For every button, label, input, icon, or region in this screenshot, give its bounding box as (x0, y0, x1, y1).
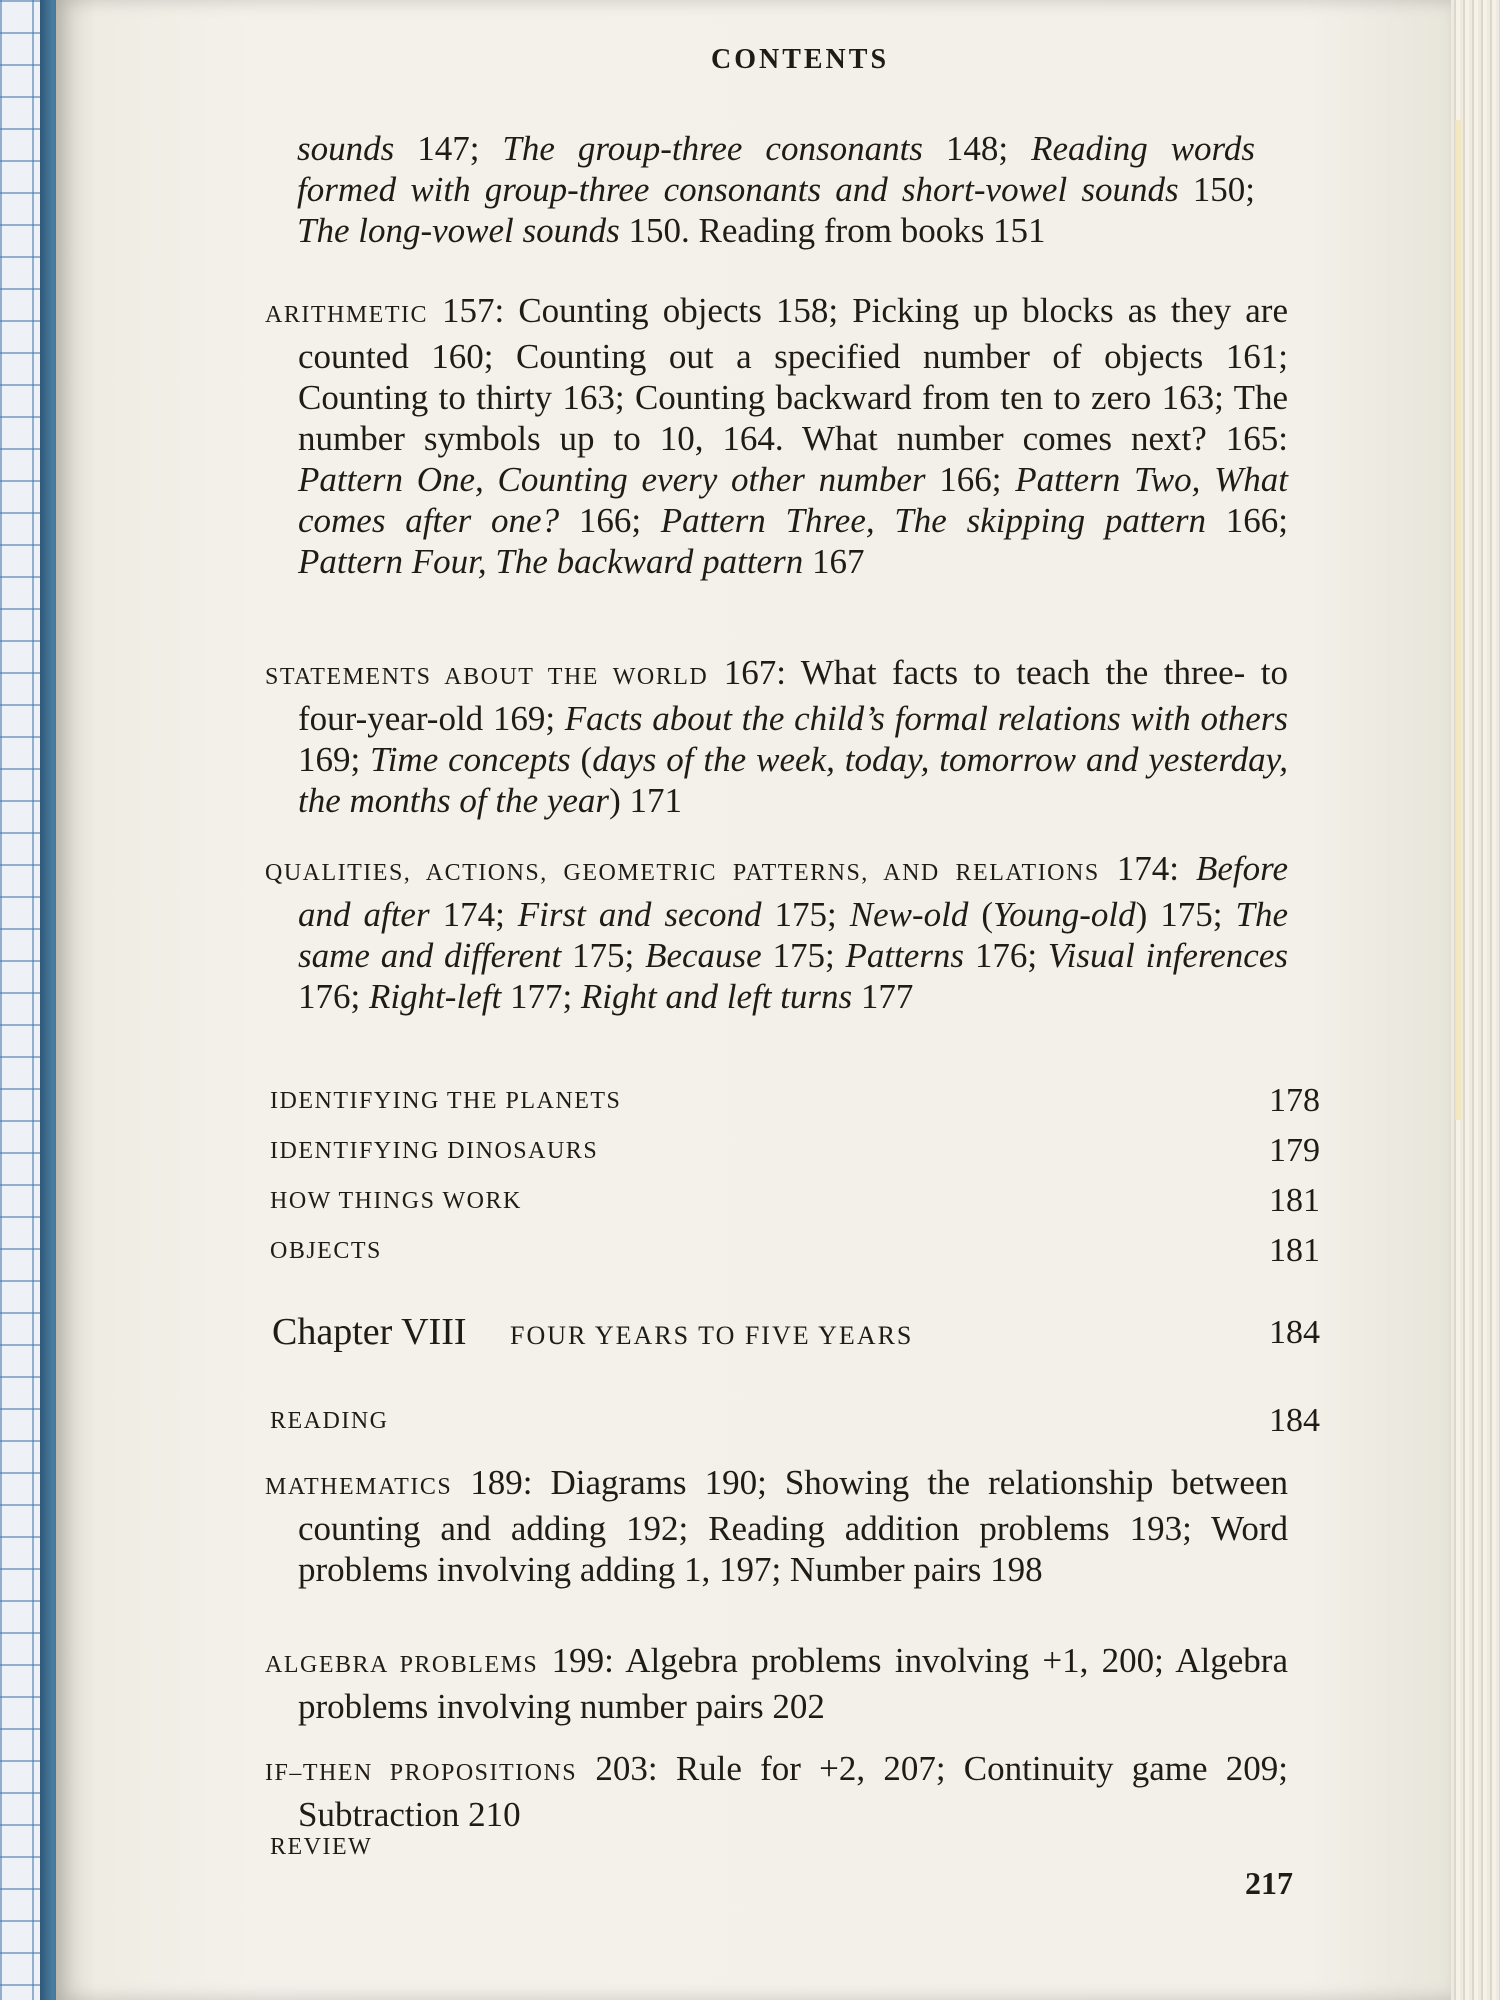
toc-row-reading (270, 1402, 1320, 1442)
toc-text: 189: Diagrams 190; Showing the relationship between counting and adding 192; Reading addition problems 193; Word problems involving adding 1, 197; Number pairs 198 (298, 1463, 1288, 1589)
toc-section-label: STATEMENTS ABOUT THE WORLD (265, 664, 709, 690)
toc-row-how-things-work (270, 1182, 1320, 1222)
chapter-heading (272, 1310, 1320, 1360)
toc-row-page: 184 (1269, 1402, 1320, 1439)
chapter-page: 184 (1269, 1314, 1320, 1351)
toc-italic-text: Patterns (845, 936, 965, 975)
toc-entry-mathematics (265, 1462, 1288, 1590)
toc-section-label: ARITHMETIC (265, 302, 428, 328)
page-stack-edges (1451, 0, 1500, 2000)
toc-row-page: 178 (1269, 1082, 1320, 1119)
toc-text: ( (570, 740, 593, 779)
toc-text: 174; (429, 895, 518, 934)
toc-text: 147; (394, 129, 503, 168)
toc-row-review (270, 1828, 1320, 1868)
toc-italic-text: The long-vowel sounds (297, 211, 620, 250)
toc-row-page: 181 (1269, 1232, 1320, 1269)
toc-section-label: ALGEBRA PROBLEMS (265, 1652, 539, 1678)
toc-text: ( (968, 895, 993, 934)
toc-italic-text: Visual inferences (1047, 936, 1288, 975)
toc-text: 169; (298, 740, 371, 779)
toc-text: 150. Reading from books 151 (619, 211, 1046, 250)
toc-text: 167: What facts to teach the three- to four-year-old 169; (298, 653, 1289, 738)
toc-text: 177; (501, 977, 581, 1016)
toc-row-page: 181 (1269, 1182, 1320, 1219)
toc-text: 157: Counting objects 158; Picking up blocks as they are counted 160; Counting out a specified number of objects 161; Counting to thirty 163; Counting backward from ten to zero 163; The number symbols up to 10, 164. What number comes next? 165: (298, 291, 1288, 458)
toc-text: 148; (922, 129, 1032, 168)
page-header: CONTENTS (710, 44, 890, 75)
toc-text: 176; (298, 977, 369, 1016)
toc-text: 175; (761, 895, 850, 934)
toc-row-dinosaurs (270, 1132, 1320, 1172)
chapter-title: FOUR YEARS TO FIVE YEARS (510, 1321, 914, 1350)
toc-italic-text: Pattern Two, What comes after one? (298, 460, 1289, 540)
toc-italic-text: Right-left (368, 977, 502, 1016)
toc-italic-text: Reading words formed with group-three consonants and short-vowel sounds (297, 129, 1255, 209)
toc-entry-algebra (265, 1640, 1288, 1727)
chapter-label: Chapter VIII (272, 1311, 467, 1353)
toc-italic-text: Facts about the child’s formal relations with others (564, 699, 1288, 738)
page-number: 217 (1245, 1865, 1293, 1901)
toc-text: 175; (761, 936, 846, 975)
toc-row-page: 179 (1269, 1132, 1320, 1169)
toc-entry-if-then (265, 1748, 1288, 1835)
toc-row-label: HOW THINGS WORK (270, 1188, 522, 1214)
toc-italic-text: The same and different (298, 895, 1288, 975)
toc-row-label: OBJECTS (270, 1238, 382, 1264)
toc-italic-text: sounds (297, 129, 395, 168)
toc-text: 199: Algebra problems involving +1, 200; Algebra problems involving number pairs 202 (298, 1641, 1288, 1726)
toc-text: 174: (1099, 849, 1196, 888)
toc-text: 177 (852, 977, 914, 1016)
toc-text: 166; (925, 460, 1016, 499)
toc-entry-qualities (265, 848, 1288, 1017)
toc-row-label: REVIEW (270, 1834, 373, 1860)
toc-section-label: IF–THEN PROPOSITIONS (265, 1760, 578, 1786)
toc-text: 150; (1178, 170, 1255, 209)
toc-entry-continuation (297, 128, 1255, 251)
toc-text: 167 (803, 542, 865, 581)
toc-italic-text: Because (645, 936, 762, 975)
toc-text: ) 171 (609, 781, 682, 820)
toc-entry-statements (265, 652, 1288, 821)
toc-row-label: READING (270, 1408, 389, 1434)
toc-entry-arithmetic (265, 290, 1288, 582)
toc-text: 166; (559, 501, 661, 540)
toc-italic-text: Pattern Four, The backward pattern (298, 542, 804, 581)
toc-text: 203: Rule for +2, 207; Continuity game 209; Subtraction 210 (298, 1749, 1288, 1834)
toc-italic-text: Pattern One, Counting every other number (298, 460, 926, 499)
toc-text: 166; (1206, 501, 1288, 540)
toc-row-objects (270, 1232, 1320, 1272)
toc-row-label: IDENTIFYING THE PLANETS (270, 1088, 622, 1114)
toc-text: ) 175; (1135, 895, 1236, 934)
toc-italic-text: days of the week, today, tomorrow and yesterday, the months of the year (298, 740, 1289, 820)
toc-italic-text: Right and left turns (580, 977, 853, 1016)
toc-italic-text: The group-three consonants (502, 129, 923, 168)
toc-italic-text: New-old (849, 895, 969, 934)
toc-italic-text: First and second (517, 895, 762, 934)
toc-text: 176; (964, 936, 1048, 975)
toc-italic-text: Time concepts (370, 740, 571, 779)
toc-italic-text: Before and after (298, 849, 1288, 934)
toc-row-label: IDENTIFYING DINOSAURS (270, 1138, 599, 1164)
toc-section-label: MATHEMATICS (265, 1474, 453, 1500)
graph-paper-background (0, 0, 40, 2000)
toc-text: 175; (561, 936, 646, 975)
toc-italic-text: Young-old (993, 895, 1136, 934)
toc-section-label: QUALITIES, ACTIONS, GEOMETRIC PATTERNS, AND RELATIONS (265, 860, 1100, 886)
toc-row-planets (270, 1082, 1320, 1122)
toc-italic-text: Pattern Three, The skipping pattern (660, 501, 1207, 540)
